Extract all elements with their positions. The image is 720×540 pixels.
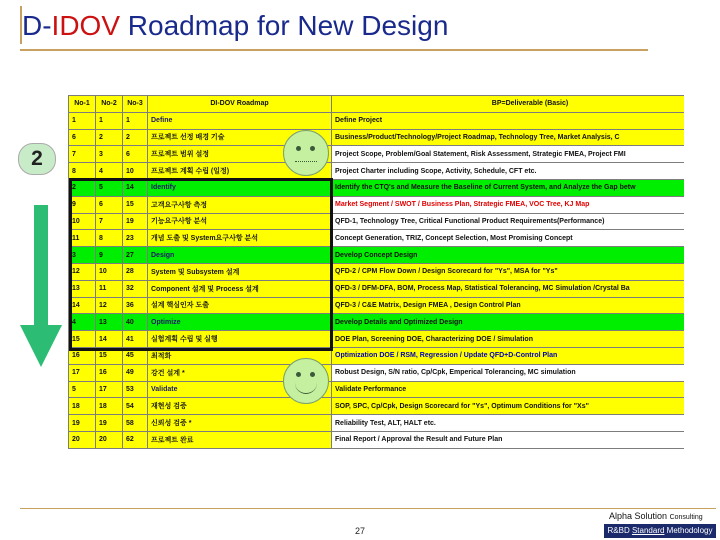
cell-no1: 2 [69, 179, 96, 196]
title-prefix: D- [22, 10, 52, 41]
cell-no1: 5 [69, 381, 96, 398]
brand-main: Alpha Solution [609, 511, 668, 521]
cell-no3: 36 [123, 297, 148, 314]
cell-deliverable: Develop Concept Design [332, 247, 685, 264]
cell-no3: 23 [123, 230, 148, 247]
cell-no3: 19 [123, 213, 148, 230]
header-no1: No-1 [69, 96, 96, 113]
header-no3: No-3 [123, 96, 148, 113]
cell-no2: 4 [96, 163, 123, 180]
cell-no2: 13 [96, 314, 123, 331]
cell-roadmap-step: 신뢰성 검증 * [148, 415, 332, 432]
cell-no3: 45 [123, 347, 148, 364]
focus-highlight-box [69, 178, 333, 351]
cell-no3: 58 [123, 415, 148, 432]
cell-no1: 18 [69, 398, 96, 415]
cell-no1: 13 [69, 280, 96, 297]
cell-deliverable: SOP, SPC, Cp/Cpk, Design Scorecard for "Ys", Optimum Conditions for "Xs" [332, 398, 685, 415]
cell-no2: 16 [96, 364, 123, 381]
table-row [69, 146, 685, 163]
cell-no3: 32 [123, 280, 148, 297]
table-row [69, 112, 685, 129]
cell-deliverable: Project Scope, Problem/Goal Statement, Risk Assessment, Strategic FMEA, Project FMI [332, 146, 685, 163]
table-row [69, 431, 685, 448]
table-row [69, 364, 685, 381]
cell-roadmap-step: 기능요구사항 분석 [148, 213, 332, 230]
cell-no1: 14 [69, 297, 96, 314]
cell-deliverable: Market Segment / SWOT / Business Plan, Strategic FMEA, VOC Tree, KJ Map [332, 196, 685, 213]
cell-no2: 19 [96, 415, 123, 432]
cell-no1: 11 [69, 230, 96, 247]
cell-deliverable: Reliability Test, ALT, HALT etc. [332, 415, 685, 432]
cell-no3: 41 [123, 331, 148, 348]
cell-no2: 14 [96, 331, 123, 348]
cell-roadmap-step: 프로젝트 완료 [148, 431, 332, 448]
cell-deliverable: Concept Generation, TRIZ, Concept Selection, Most Promising Concept [332, 230, 685, 247]
cell-deliverable: QFD-1, Technology Tree, Critical Functional Product Requirements(Performance) [332, 213, 685, 230]
cell-no3: 53 [123, 381, 148, 398]
cell-no2: 1 [96, 112, 123, 129]
cell-deliverable: DOE Plan, Screening DOE, Characterizing DOE / Simulation [332, 331, 685, 348]
cell-deliverable: Identify the CTQ's and Measure the Baseline of Current System, and Analyze the Gap betw [332, 179, 685, 196]
cell-roadmap-step: 강건 설계 * [148, 364, 332, 381]
brand-name [609, 511, 703, 521]
methodology-bar [604, 524, 716, 538]
cell-no2: 15 [96, 347, 123, 364]
cell-no2: 5 [96, 179, 123, 196]
cell-no3: 28 [123, 263, 148, 280]
table-row [69, 129, 685, 146]
cell-roadmap-step: Component 설계 및 Process 설계 [148, 280, 332, 297]
title-accent: IDOV [51, 10, 121, 41]
header-no2: No-2 [96, 96, 123, 113]
cell-no3: 14 [123, 179, 148, 196]
cell-no2: 3 [96, 146, 123, 163]
cell-roadmap-step: 고객요구사항 측정 [148, 196, 332, 213]
cell-no1: 17 [69, 364, 96, 381]
cell-roadmap-step: 실험계획 수립 및 실행 [148, 331, 332, 348]
down-arrow-icon [18, 205, 64, 370]
page-number: 27 [355, 526, 366, 536]
cell-roadmap-step: 프로젝트 계획 수립 (일정) [148, 163, 332, 180]
cell-no3: 1 [123, 112, 148, 129]
bar-suffix: Methodology [666, 526, 713, 535]
cell-no2: 10 [96, 263, 123, 280]
cell-no1: 3 [69, 247, 96, 264]
cell-no1: 12 [69, 263, 96, 280]
cell-no1: 8 [69, 163, 96, 180]
cell-no2: 18 [96, 398, 123, 415]
cell-no3: 54 [123, 398, 148, 415]
cell-deliverable: Business/Product/Technology/Project Roadmap, Technology Tree, Market Analysis, C [332, 129, 685, 146]
cell-roadmap-step: 프로젝트 범위 설정 [148, 146, 332, 163]
cell-no3: 2 [123, 129, 148, 146]
cell-no1: 1 [69, 112, 96, 129]
title-suffix: Roadmap for New Design [120, 10, 449, 41]
cell-no1: 9 [69, 196, 96, 213]
cell-no3: 40 [123, 314, 148, 331]
cell-roadmap-step: Optimize [148, 314, 332, 331]
table-row [69, 381, 685, 398]
cell-no2: 12 [96, 297, 123, 314]
table-row [69, 415, 685, 432]
cell-no3: 15 [123, 196, 148, 213]
cell-deliverable: Final Report / Approval the Result and Future Plan [332, 431, 685, 448]
cell-no1: 16 [69, 347, 96, 364]
cell-no1: 20 [69, 431, 96, 448]
cell-roadmap-step: 설계 핵심인자 도출 [148, 297, 332, 314]
cell-no2: 11 [96, 280, 123, 297]
brand-small: Consulting [669, 514, 703, 521]
neutral-face-icon [283, 130, 329, 176]
cell-no3: 62 [123, 431, 148, 448]
cell-no2: 2 [96, 129, 123, 146]
cell-roadmap-step: System 및 Subsystem 설계 [148, 263, 332, 280]
cell-no1: 7 [69, 146, 96, 163]
smiley-face-icon [283, 358, 329, 404]
cell-deliverable: QFD-2 / CPM Flow Down / Design Scorecard for "Ys", MSA for "Ys" [332, 263, 685, 280]
footer-divider [20, 508, 716, 509]
cell-roadmap-step: Validate [148, 381, 332, 398]
cell-no2: 20 [96, 431, 123, 448]
cell-deliverable: Robust Design, S/N ratio, Cp/Cpk, Emperical Tolerancing, MC simulation [332, 364, 685, 381]
table-row [69, 398, 685, 415]
cell-roadmap-step: 재현성 검증 [148, 398, 332, 415]
cell-no3: 27 [123, 247, 148, 264]
page-title [22, 10, 448, 42]
cell-roadmap-step: 개념 도출 및 System요구사항 분석 [148, 230, 332, 247]
cell-roadmap-step: 프로젝트 선정 배경 기술 [148, 129, 332, 146]
cell-no2: 17 [96, 381, 123, 398]
header-roadmap: DI-DOV Roadmap [148, 96, 332, 113]
title-underline [20, 49, 648, 51]
cell-no1: 10 [69, 213, 96, 230]
cell-deliverable: Optimization DOE / RSM, Regression / Update QFD+D-Control Plan [332, 347, 685, 364]
table-row [69, 163, 685, 180]
cell-deliverable: Validate Performance [332, 381, 685, 398]
header-deliverable: BP=Deliverable (Basic) [332, 96, 685, 113]
cell-roadmap-step: Define [148, 112, 332, 129]
cell-no1: 6 [69, 129, 96, 146]
cell-no3: 49 [123, 364, 148, 381]
cell-deliverable: Develop Details and Optimized Design [332, 314, 685, 331]
table-header-row [69, 96, 685, 113]
cell-roadmap-step: Identify [148, 179, 332, 196]
cell-deliverable: Project Charter including Scope, Activity, Schedule, CFT etc. [332, 163, 685, 180]
cell-deliverable: QFD-3 / C&E Matrix, Design FMEA , Design Control Plan [332, 297, 685, 314]
cell-roadmap-step: 최적화 [148, 347, 332, 364]
cell-no2: 7 [96, 213, 123, 230]
cell-no2: 9 [96, 247, 123, 264]
cell-no3: 10 [123, 163, 148, 180]
cell-no2: 8 [96, 230, 123, 247]
cell-no1: 15 [69, 331, 96, 348]
cell-roadmap-step: Design [148, 247, 332, 264]
cell-no1: 4 [69, 314, 96, 331]
cell-deliverable: Define Project [332, 112, 685, 129]
bar-mid: Standard [631, 526, 665, 535]
cell-deliverable: QFD-3 / DFM-DFA, BOM, Process Map, Statistical Tolerancing, MC Simulation /Crystal Ba [332, 280, 685, 297]
cell-no1: 19 [69, 415, 96, 432]
step-badge: 2 [18, 143, 56, 175]
cell-no2: 6 [96, 196, 123, 213]
cell-no3: 6 [123, 146, 148, 163]
bar-prefix: R&BD [607, 526, 630, 535]
